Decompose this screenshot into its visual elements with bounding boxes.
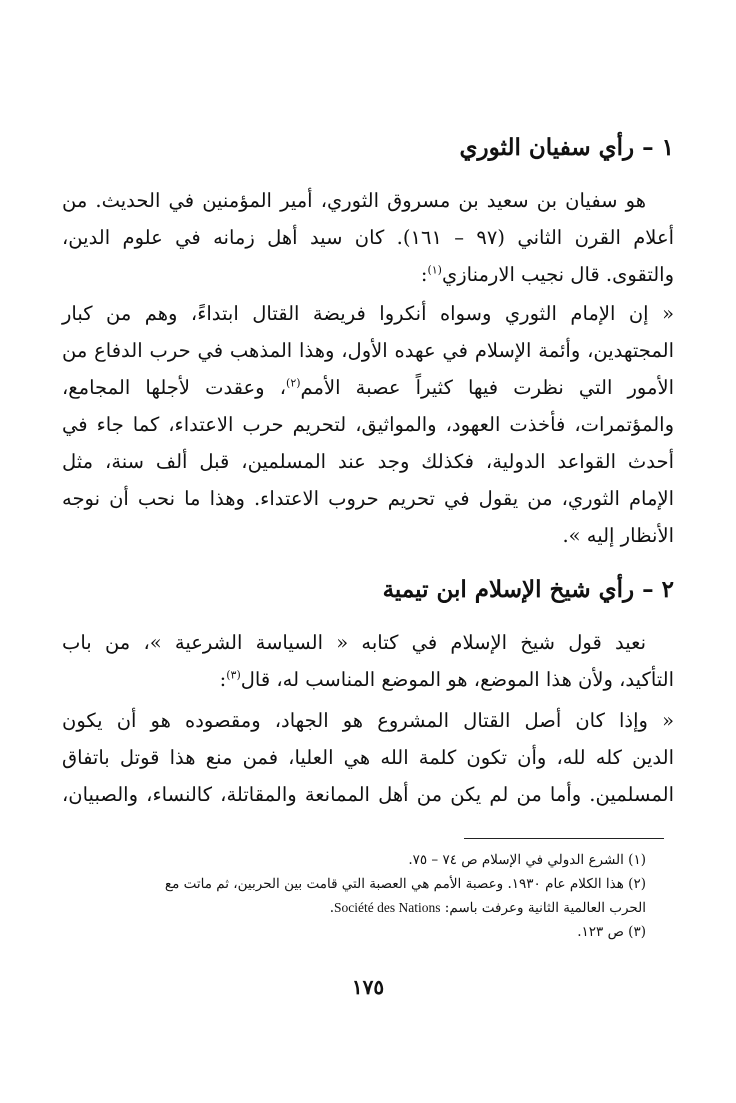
- footnote-1: (١) الشرع الدولي في الإسلام ص ٧٤ – ٧٥.: [408, 852, 646, 868]
- text-segment: :: [219, 668, 227, 691]
- section-1-quote: [62, 295, 674, 554]
- text-segment: الأمور التي نظرت فيها كثيراً عصبة الأمم: [300, 376, 674, 399]
- text-line: [62, 661, 674, 698]
- footnote-ref: (٣): [226, 668, 241, 682]
- text-segment: والتقوى. قال نجيب الارمنازي: [441, 263, 674, 286]
- text-segment: التأكيد، ولأن هذا الموضع، هو الموضع المناسب له، قال: [240, 668, 674, 691]
- footnote-separator: [464, 838, 664, 839]
- text-segment: :: [420, 263, 428, 286]
- text-line: المجتهدين، وأئمة الإسلام في عهده الأول، وهذا المذهب في حرب الدفاع من: [62, 339, 674, 362]
- text-line: « وإذا كان أصل القتال المشروع هو الجهاد، ومقصوده هو أن يكون: [62, 709, 674, 732]
- text-segment: الحرب العالمية الثانية وعرفت باسم:: [444, 900, 646, 916]
- text-line: هو سفيان بن سعيد بن مسروق الثوري، أمير المؤمنين في الحديث. من: [62, 189, 646, 212]
- footnotes: [66, 848, 646, 944]
- text-line: أعلام القرن الثاني (٩٧ – ١٦١). كان سيد أهل زمانه في علوم الدين،: [62, 226, 674, 249]
- text-line: « إن الإمام الثوري وسواه أنكروا فريضة القتال ابتداءً، وهم من كبار: [62, 302, 674, 325]
- text-line: [62, 369, 674, 406]
- section-2-intro: [62, 624, 674, 698]
- text-line: [62, 256, 674, 293]
- text-line: المسلمين. وأما من لم يكن من أهل الممانعة والمقاتلة، كالنساء، والصبيان،: [62, 783, 674, 806]
- footnote-ref: (١): [427, 263, 442, 277]
- section-1-intro: [62, 182, 674, 293]
- text-line: الدين كله لله، وأن تكون كلمة الله هي العليا، فمن منع هذا قوتل باتفاق: [62, 746, 674, 769]
- text-line: أحدث القواعد الدولية، فكذلك وجد عند المسلمين، قبل ألف سنة، مثل: [62, 450, 674, 473]
- footnote-2-continued: [66, 896, 646, 920]
- text-segment: .: [329, 900, 335, 916]
- section-1-heading: ١ – رأي سفيان الثوري: [459, 134, 674, 161]
- text-segment: ، وعقدت لأجلها المجامع،: [62, 376, 287, 399]
- section-2-quote: [62, 702, 674, 813]
- text-line: الإمام الثوري، من يقول في تحريم حروب الاعتداء. وهذا ما نحب أن نوجه: [62, 487, 674, 510]
- text-line: الأنظار إليه ».: [562, 524, 674, 547]
- page-number: ١٧٥: [351, 975, 385, 999]
- footnote-2: (٢) هذا الكلام عام ١٩٣٠. وعصبة الأمم هي العصبة التي قامت بين الحربين، ثم ماتت مع: [164, 876, 646, 892]
- section-2-heading: ٢ – رأي شيخ الإسلام ابن تيمية: [382, 576, 674, 603]
- footnote-3: (٣) ص ١٢٣.: [577, 924, 646, 940]
- foreign-term: Société des Nations: [334, 900, 441, 915]
- text-line: نعيد قول شيخ الإسلام في كتابه « السياسة الشرعية »، من باب: [62, 631, 646, 654]
- text-line: والمؤتمرات، فأخذت العهود، والمواثيق، لتحريم حرب الاعتداء، كما جاء في: [62, 413, 674, 436]
- footnote-ref: (٢): [286, 376, 301, 390]
